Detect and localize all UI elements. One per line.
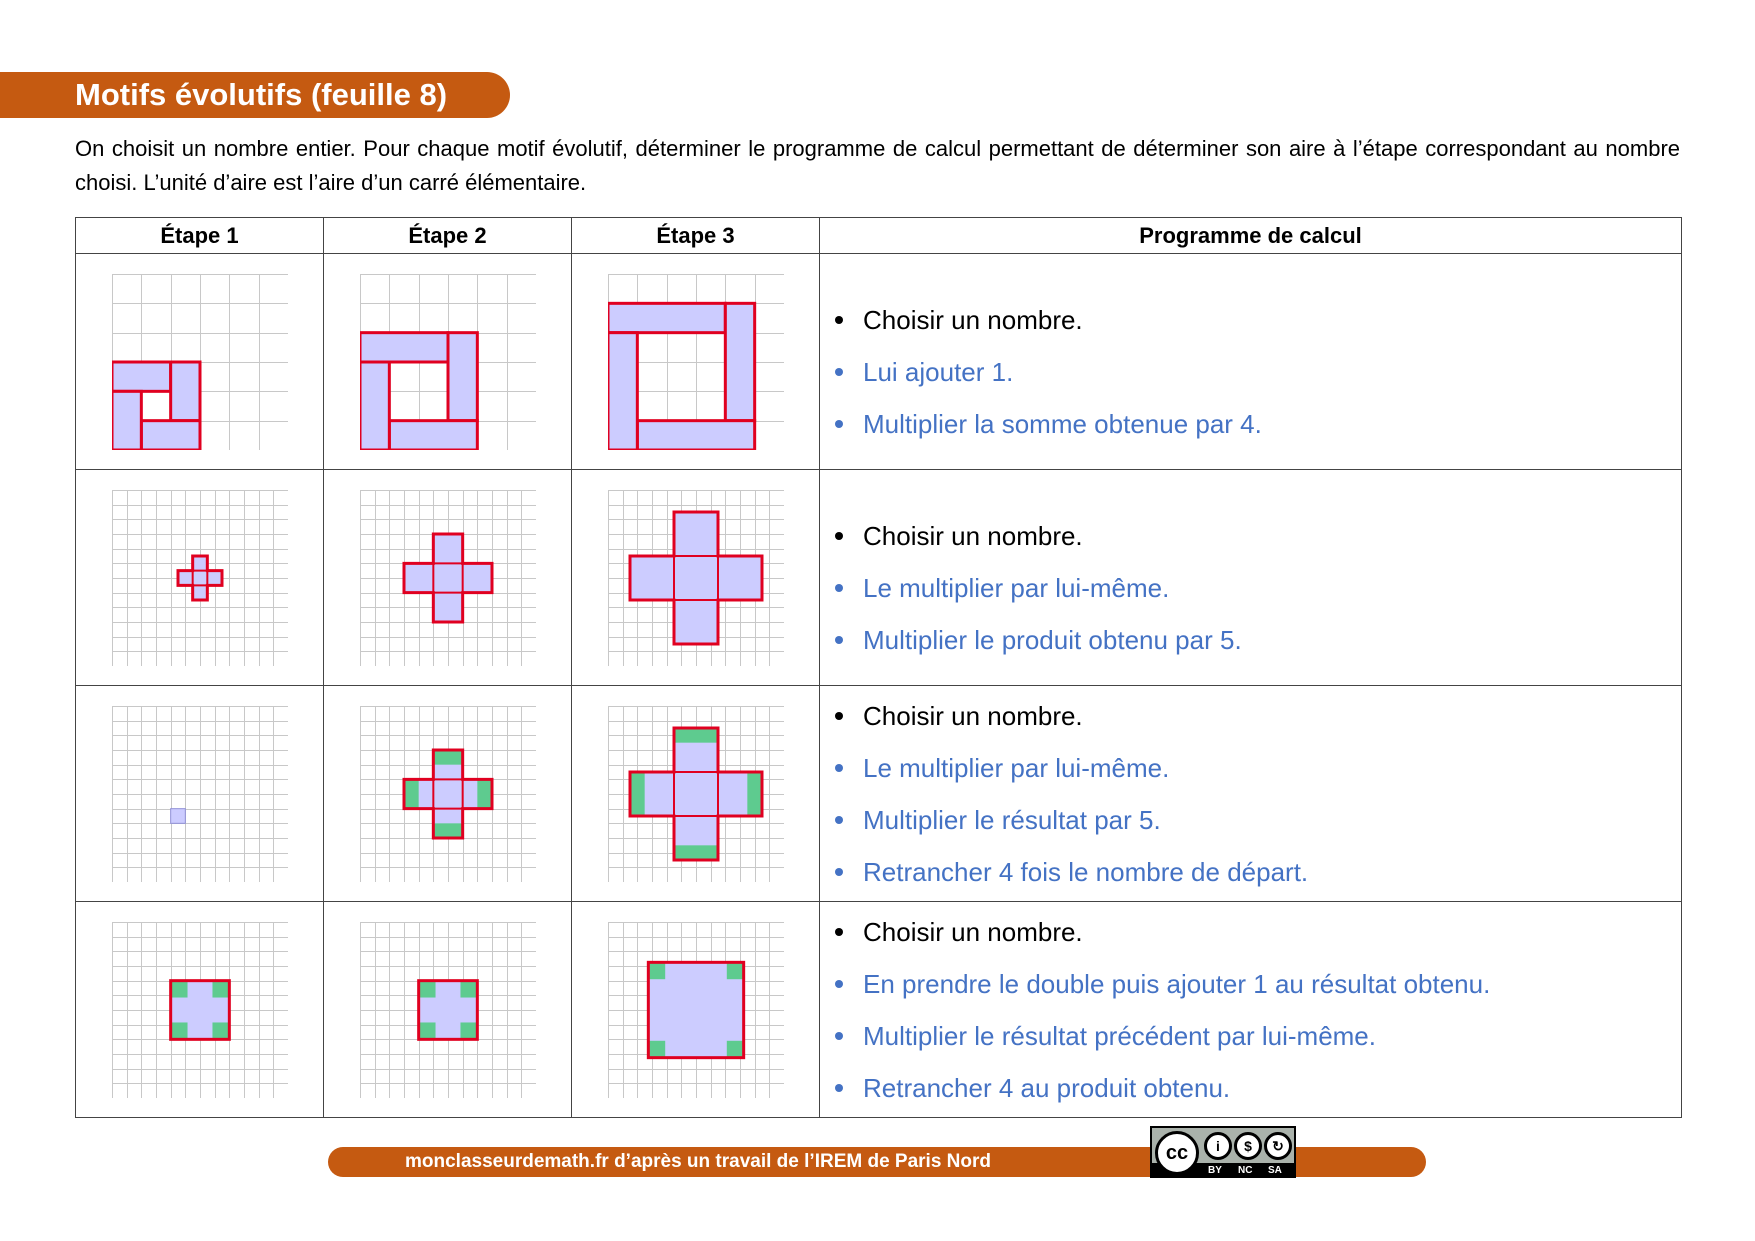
frame-figure — [608, 274, 784, 450]
programme-step — [835, 562, 1681, 614]
cross-part — [630, 556, 674, 600]
frame-bar — [608, 332, 637, 449]
cc-license-badge — [1150, 1126, 1296, 1178]
bullet-icon — [835, 420, 843, 428]
step-text: Choisir un nombre. — [863, 916, 1083, 947]
programme-step — [835, 1010, 1681, 1062]
etape-1-cell — [76, 470, 324, 686]
cross-part — [718, 556, 762, 600]
frame-bar — [725, 303, 754, 420]
green-tile — [433, 823, 462, 838]
cross-part — [192, 585, 207, 600]
cross-part — [433, 534, 462, 563]
programme-step — [835, 906, 1681, 958]
cross-part — [192, 570, 207, 585]
green-tile — [630, 772, 645, 816]
square-figure — [608, 922, 784, 1098]
programme-cell — [820, 254, 1682, 470]
step-text: Retrancher 4 au produit obtenu. — [863, 1072, 1231, 1103]
bullet-icon — [835, 636, 843, 644]
frame-bar — [141, 420, 200, 449]
table-row — [76, 470, 1682, 686]
table-row — [76, 254, 1682, 470]
programme-step — [835, 846, 1681, 898]
by-icon: i — [1204, 1132, 1232, 1160]
single-square — [170, 808, 185, 823]
page-title: Motifs évolutifs (feuille 8) — [75, 77, 448, 112]
frame-bar — [112, 391, 141, 450]
step-text: Multiplier le résultat précédent par lui-même. — [863, 1020, 1376, 1051]
programme-step — [835, 958, 1681, 1010]
nc-icon: $ — [1234, 1132, 1262, 1160]
cross-part — [404, 563, 433, 592]
etape-2-cell — [324, 902, 572, 1118]
programme-step — [835, 294, 1681, 346]
programme-steps — [820, 690, 1681, 898]
cc-by-label: BY — [1208, 1165, 1222, 1176]
green-tile — [477, 779, 492, 808]
cross-part — [433, 592, 462, 621]
cross-part — [674, 600, 718, 644]
etape-1-cell — [76, 902, 324, 1118]
cross-part — [674, 772, 718, 816]
table-row — [76, 902, 1682, 1118]
corner-tile — [418, 980, 435, 997]
etape-1-cell — [76, 686, 324, 902]
cross-part — [178, 570, 193, 585]
header-programme: Programme de calcul — [820, 218, 1682, 254]
cross-part — [433, 563, 462, 592]
square-figure — [112, 922, 288, 1098]
programme-cell — [820, 470, 1682, 686]
cc-icon: cc — [1155, 1131, 1199, 1175]
motifs-table — [75, 217, 1682, 1118]
cross-green-figure — [360, 706, 536, 882]
corner-tile — [648, 1040, 665, 1057]
grid-lines — [112, 706, 288, 882]
programme-step — [835, 794, 1681, 846]
table-row — [76, 686, 1682, 902]
programme-steps — [820, 490, 1681, 666]
footer-credit: monclasseurdemath.fr d’après un travail de l’IREM de Paris Nord — [405, 1151, 992, 1172]
bullet-icon — [835, 316, 843, 324]
header-etape-1: Étape 1 — [76, 218, 324, 254]
frame-bar — [360, 332, 448, 361]
bullet-icon — [835, 532, 843, 540]
programme-cell — [820, 902, 1682, 1118]
green-tile — [433, 750, 462, 765]
corner-tile — [170, 980, 187, 997]
frame-bar — [112, 362, 171, 391]
bullet-icon — [835, 584, 843, 592]
corner-tile — [170, 1022, 187, 1039]
programme-cell — [820, 686, 1682, 902]
programme-step — [835, 690, 1681, 742]
step-text: Choisir un nombre. — [863, 700, 1083, 731]
bullet-icon — [835, 868, 843, 876]
corner-tile — [648, 962, 665, 979]
corner-tile — [726, 1040, 743, 1057]
bullet-icon — [835, 980, 843, 988]
etape-3-cell — [572, 470, 820, 686]
step-text: En prendre le double puis ajouter 1 au résultat obtenu. — [863, 968, 1491, 999]
corner-tile — [460, 980, 477, 997]
frame-bar — [389, 420, 477, 449]
bullet-icon — [835, 1084, 843, 1092]
programme-step — [835, 1062, 1681, 1114]
etape-2-cell — [324, 686, 572, 902]
frame-figure — [360, 274, 536, 450]
etape-3-cell — [572, 254, 820, 470]
programme-steps — [820, 906, 1681, 1114]
step-text: Multiplier la somme obtenue par 4. — [863, 408, 1262, 439]
step-text: Multiplier le produit obtenu par 5. — [863, 624, 1242, 655]
cross-figure — [608, 490, 784, 666]
bullet-icon — [835, 816, 843, 824]
programme-steps — [820, 274, 1681, 450]
bullet-icon — [835, 764, 843, 772]
green-tile — [674, 728, 718, 743]
cross-part — [674, 512, 718, 556]
etape-3-cell — [572, 902, 820, 1118]
frame-figure — [112, 274, 288, 450]
frame-bar — [170, 362, 199, 421]
header-etape-2: Étape 2 — [324, 218, 572, 254]
etape-1-cell — [76, 254, 324, 470]
step-text: Multiplier le résultat par 5. — [863, 804, 1161, 835]
frame-bar — [637, 420, 754, 449]
cross-green-figure — [112, 706, 288, 882]
bullet-icon — [835, 1032, 843, 1040]
intro-paragraph: On choisit un nombre entier. Pour chaque motif évolutif, déterminer le programme de calcul permettant de déterminer son aire à l’étape correspondant au nombre choisi. L’unité d’aire est l’aire d’un carré élémentaire. — [75, 136, 1680, 195]
corner-tile — [212, 1022, 229, 1039]
cross-figure — [360, 490, 536, 666]
cross-part — [207, 570, 222, 585]
etape-2-cell — [324, 470, 572, 686]
bullet-icon — [835, 928, 843, 936]
cross-green-figure — [608, 706, 784, 882]
step-text: Le multiplier par lui-même. — [863, 752, 1170, 783]
square-figure — [360, 922, 536, 1098]
programme-step — [835, 398, 1681, 450]
frame-bar — [360, 362, 389, 450]
step-text: Retrancher 4 fois le nombre de départ. — [863, 856, 1309, 887]
frame-bar — [448, 332, 477, 420]
cross-part — [433, 779, 462, 808]
cc-sa-label: SA — [1268, 1165, 1282, 1176]
step-text: Choisir un nombre. — [863, 520, 1083, 551]
bullet-icon — [835, 368, 843, 376]
etape-3-cell — [572, 686, 820, 902]
corner-tile — [460, 1022, 477, 1039]
frame-bar — [608, 303, 725, 332]
title-banner — [0, 72, 510, 118]
programme-step — [835, 614, 1681, 666]
cross-part — [192, 556, 207, 571]
sa-icon: ↻ — [1264, 1132, 1292, 1160]
cross-figure — [112, 490, 288, 666]
table-header-row — [76, 218, 1682, 254]
cross-part — [462, 563, 491, 592]
bullet-icon — [835, 712, 843, 720]
corner-tile — [212, 980, 229, 997]
green-tile — [747, 772, 762, 816]
cross-part — [674, 556, 718, 600]
corner-tile — [418, 1022, 435, 1039]
green-tile — [674, 845, 718, 860]
cc-nc-label: NC — [1238, 1165, 1253, 1176]
green-tile — [404, 779, 419, 808]
programme-step — [835, 510, 1681, 562]
step-text: Choisir un nombre. — [863, 304, 1083, 335]
corner-tile — [726, 962, 743, 979]
etape-2-cell — [324, 254, 572, 470]
step-text: Lui ajouter 1. — [863, 356, 1014, 387]
header-etape-3: Étape 3 — [572, 218, 820, 254]
step-text: Le multiplier par lui-même. — [863, 572, 1170, 603]
programme-step — [835, 346, 1681, 398]
programme-step — [835, 742, 1681, 794]
